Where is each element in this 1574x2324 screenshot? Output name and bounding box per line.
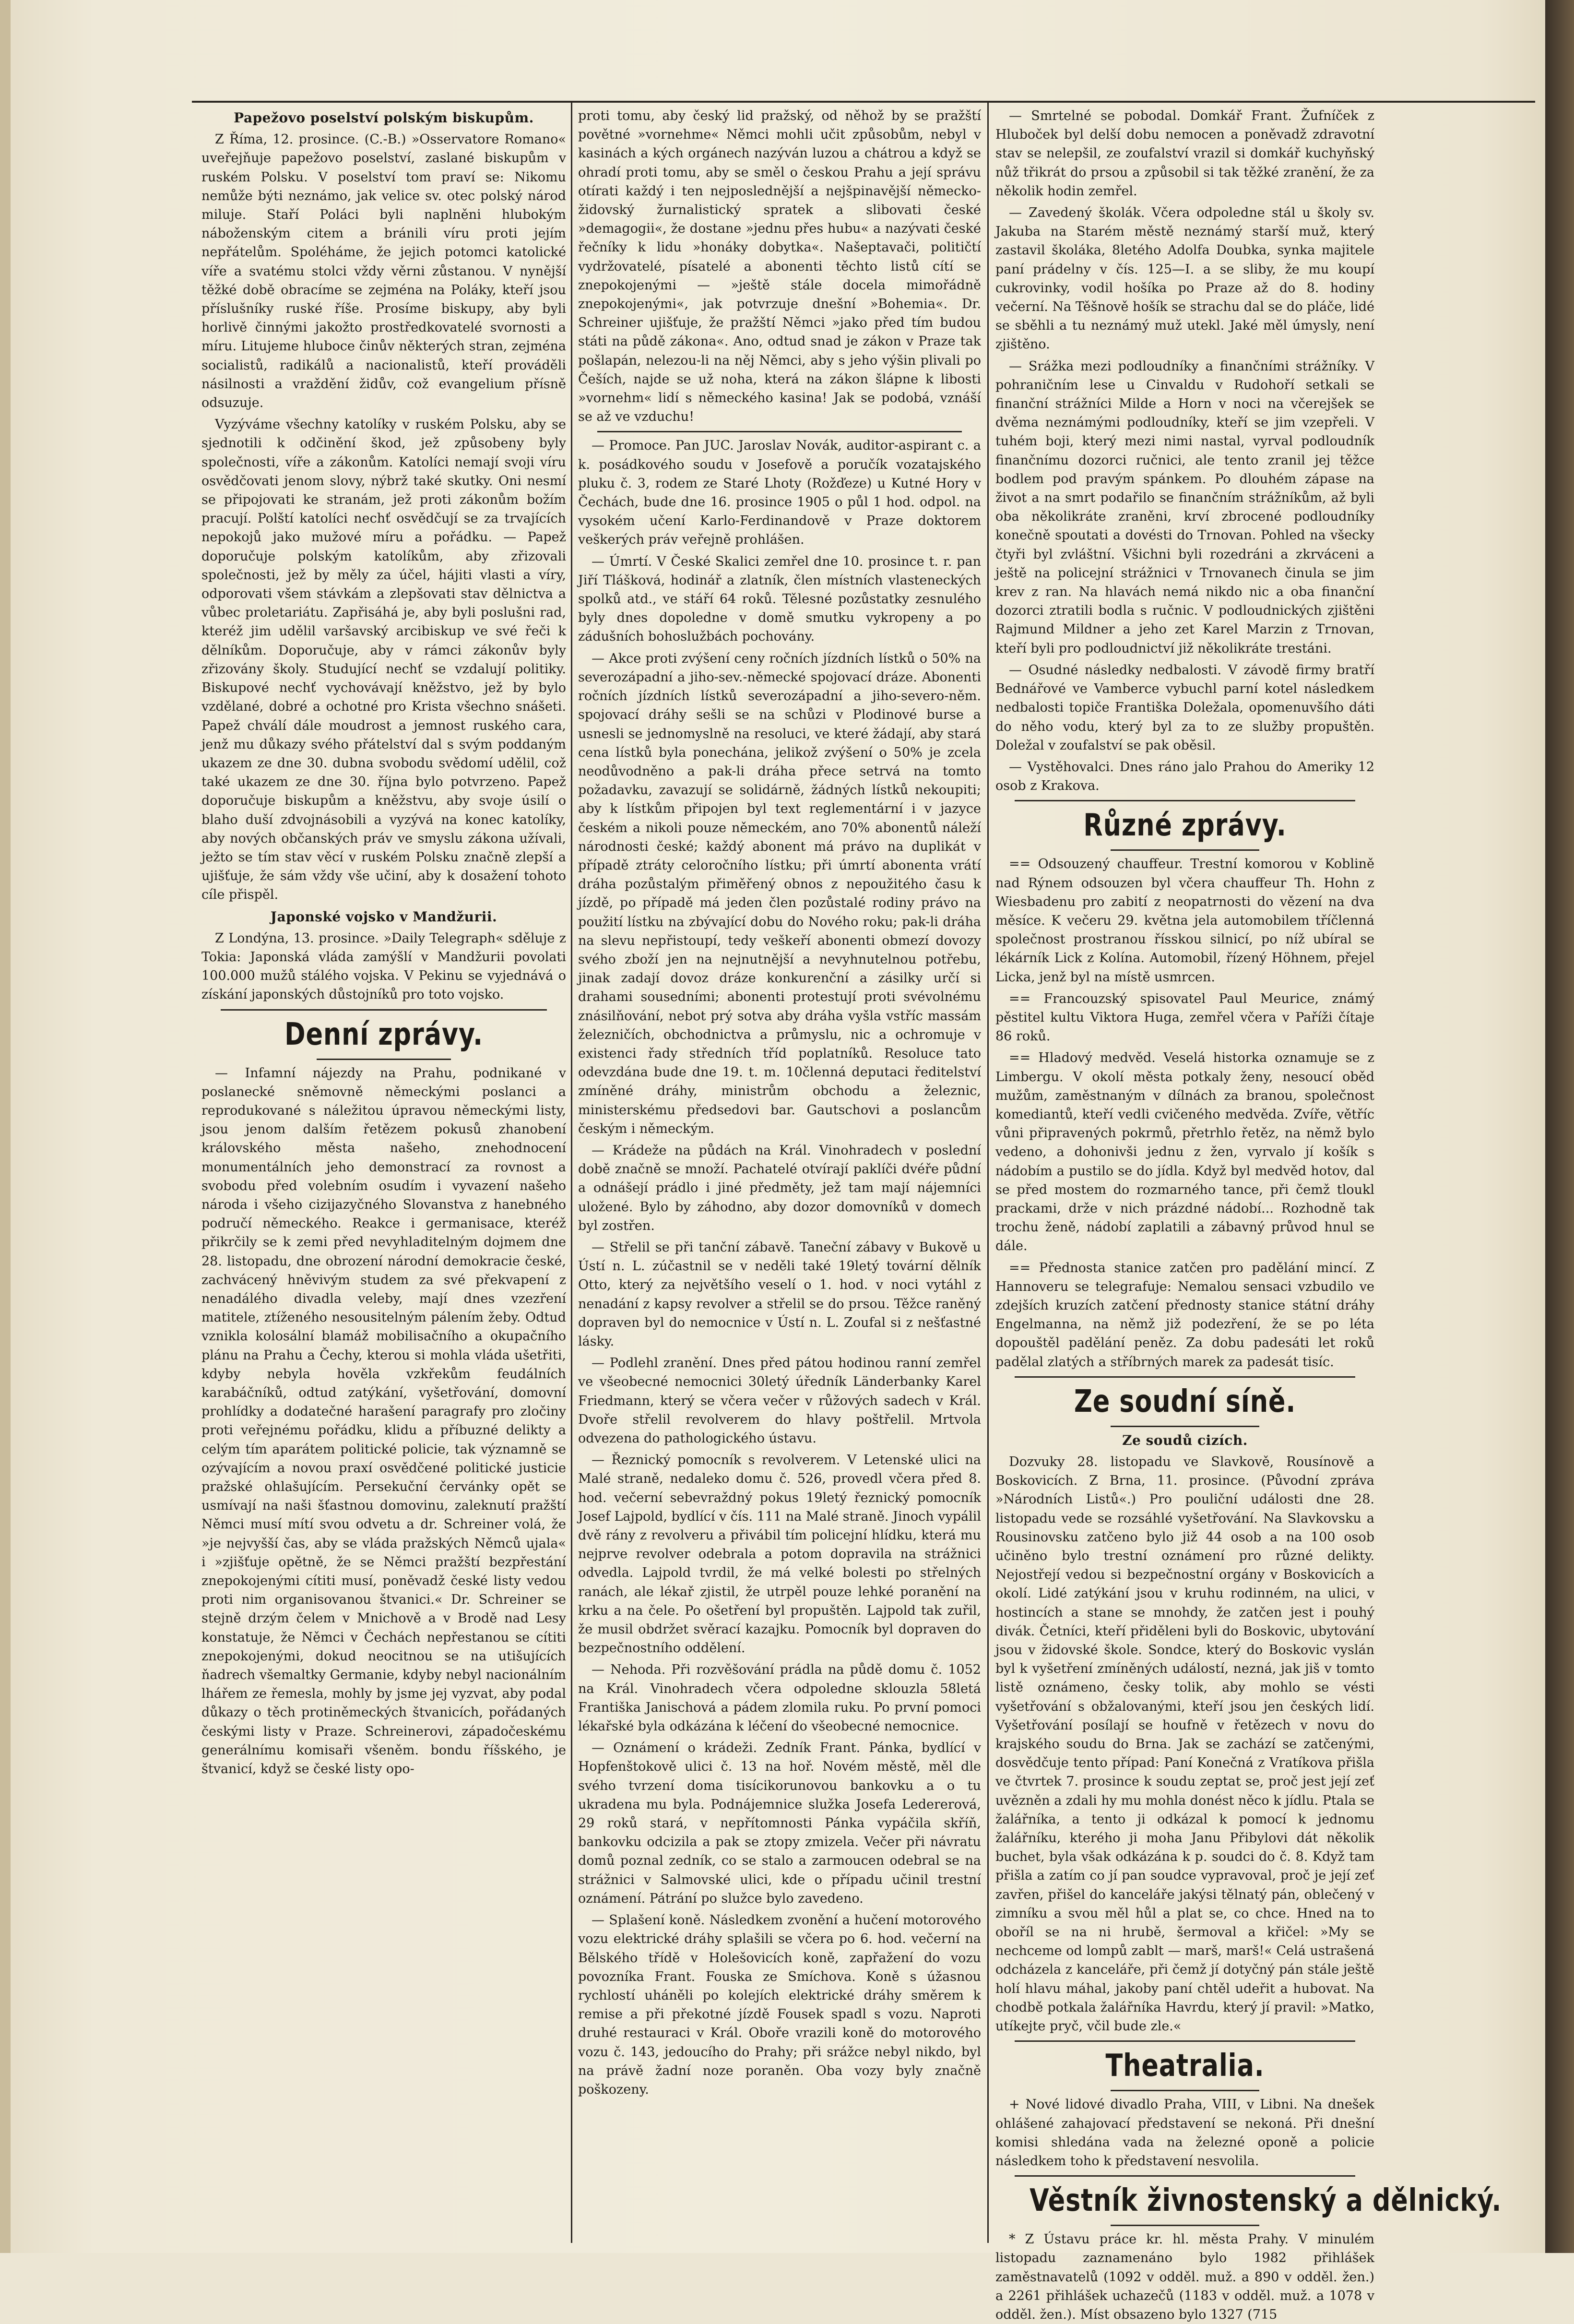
- section-denni-zpravy: Denní zprávy.: [284, 1016, 483, 1052]
- column-rule-1: [571, 103, 572, 2243]
- article-nehoda: — Nehoda. Při rozvěšování prádla na půdě domu č. 1052 na Král. Vinohradech včera odpoledne sklouzla 58letá Františka Janischová a pádem zlomila ruku. Po první pomoci lékařské byla odkázána k léčení do všeobecné nemocnice.: [578, 1662, 981, 1734]
- article-srazka-podloudniky: — Srážka mezi podloudníky a finančními strážníky. V pohraničním lese u Cinvaldu v Rudohoří setkali se finanční strážníci Milde a Horn v noci na včerejšek se dvěma neznámými podloudníky, kteří se jim vzepřeli. V tuhém boji, který mezi nimi nastal, vyrval podloudník finančnímu dozorci ručnici, ale tento zranil jej těžce bodlem pod pravým spánkem. Po dlouhém zápase na život a na smrt podařilo se finančním strážníkům, až byli oba několikráte zraněni, krví zbrocené podloudníky konečně spoutati a dovésti do Trnovan. Pohled na všecky čtyři byl zvláštní. Všichni byli rozedráni a zkrváceni a ještě na policejní strážnici v Trnovanech činula se jim krev z ran. Na hlavách nemá nikdo nic a oba finanční dozorci ztratili bodla s ručnic. V podloudnických zjištěni Rajmund Mildner a jeho zet Karel Marzin z Trnovan, kteří byli pro podloudnictví již několikráte trestáni.: [995, 358, 1374, 656]
- top-rule: [192, 101, 1535, 103]
- divider: [1015, 1376, 1355, 1378]
- article-dozvuky: Dozvuky 28. listopadu ve Slavkově, Rousínově a Boskovicích. Z Brna, 11. prosince. (Původní zpráva »Národních Listů«.) Pro pouliční události dne 28. listopadu vede se rozsáhlé vyšetřování. Na Slavkovsku a Rousinovsku zatčeno bylo již 44 osob a na 100 osob učiněno bylo trestní oznámení pro různé delikty. Nejostřejí vedou si bezpečnostní orgány v Boskovicích a okolí. Lidé zatýkání jsou v kruhu rodinném, na ulici, v hostincích a stane se mnohdy, že zatčen jest i pouhý divák. Četníci, kteří přiděleni byli do Boskovic, ubytování jsou v židovské škole. Sondce, který do Boskovic vyslán byl k vyšetření zmíněných událostí, nezná, jak jiš v tomto listě oznámeno, česky tolik, aby mohlo se vésti vyšetřování s obžalovanými, kteří jsou jen českých lidí. Vyšetřování posílají se houfně v řetězech v novu do krajského soudu do Brna. Jak se zachází se zatčenými, dosvědčuje tento případ: Paní Konečná z Vratíkova přišla ve čtvrtek 7. prosince k soudu zeptat se, proč jest její zeť uvězněn a zdali hy mu mohla donést něco k jídlu. Ptala se žalářníka, a tento ji odkázal k pomocí k jednomu žalářníku, kterého ji moha Janu Přibylovi dát několik buchet, byla však odkázána k p. soudci do č. 8. Když tam přišla a zatím co jí pan soudce vypravoval, proč je její zeť zavřen, přišel do kanceláře jakýsi tělnatý pán, oblečený v zimníku a svou měl hůl a plat se, co chce. Hned na to oboříl se na ni hrubě, šermoval a křičel: »My se nechceme od lompů zablt — marš, marš!« Celá ustrašená odcházela z kanceláře, při čemž jí dotyčný pán stále ještě holí hlavu máhal, jakoby paní chtěl udeřit a hubovat. Na chodbě potkala žalářníka Havrdu, který jí pravil: »Matko, utíkejte pryč, včil bude zle.«: [995, 1454, 1374, 2034]
- article-strelil-se: — Střelil se při tanční zábavě. Taneční zábavy v Bukově u Ústí n. L. zúčastnil se v neděli také 19letý tovární dělník Otto, který za největšího veselí o 1. hod. v noci vytáhl z nenadání z kapsy revolver a střelil se do prsou. Těžce raněný dopraven byl do nemocnice v Ústí n. L. Zoufal si z nešťastné lásky.: [578, 1239, 981, 1349]
- article-kradeze: — Krádeže na půdách na Král. Vinohradech v poslední době značně se množí. Pachatelé otvírají paklíči dvéře půdní a odnášejí prádlo i jiné předměty, jež tam mají nájemníci uložené. Bylo by záhodno, aby dozor domovníků v domech byl zostřen.: [578, 1143, 981, 1233]
- divider: [1111, 2225, 1259, 2226]
- section-vestnik: Věstník živnostenský a dělnický.: [1030, 2183, 1502, 2219]
- divider: [1111, 849, 1259, 851]
- divider: [1015, 800, 1355, 801]
- japan-headline: Japonské vojsko v Mandžurii.: [270, 908, 497, 925]
- column-rule-2: [987, 103, 989, 2243]
- papez-headline: Papežovo poselství polským biskupům.: [234, 110, 534, 126]
- article-hladovy-medved: == Hladový medvěd. Veselá historka oznamuje se z Limbergu. V okolí města potkaly ženy, nesoucí oběd mužům, zaměstnaným v dílnách za branou, společnost komediantů, kteří vedli cvičeného medvěda. Zvíře, větříc vůni připravených pokrmů, přetrhlo řetěz, na němž bylo vedeno, a dohonivši jednu z žen, vyrvalo jí košík s nádobím a pustilo se do jídla. Když byl medvěd hotov, dal se před mostem do rozmarného tance, při čemž tloukl prackami, drže v nich prázdné nádobí... Rozhodně tak trochu ženě, nádobí zaplatili a zábavný průvod hnul se dále.: [995, 1050, 1374, 1254]
- article-odsouzeny-chauffeur: == Odsouzený chauffeur. Trestní komorou v Koblině nad Rýnem odsouzen byl včera chauffeur Th. Hohn z Wiesbadenu pro zabití z neopatrnosti do vězení na dva měsíce. K večeru 29. května jela automobilem tříčlenná společnost prostranou řísskou silnicí, po níž ubíral se lékárník Lick z Kolína. Automobil, řízený Höhnem, přejel Licka, jenž byl na místě usmrcen.: [995, 857, 1374, 985]
- divider: [1015, 2175, 1355, 2177]
- article-oznameni-kradeze: — Oznámení o krádeži. Zedník Frant. Pánka, bydlící v Hopfenštokově ulici č. 13 na hoř. Novém městě, měl dle svého tvrzení doma tisícikorunovou bankovku a o tu ukradena mu byla. Podnájemnice služka Josefa Ledererová, 29 roků stará, v nepřítomnosti Pánka vypáčila skříň, bankovku odcizila a pak se ztopy zmizela. Večer při návratu domů poznal zedník, co se stalo a zarmoucen odebral se na strážnici v Salmovské ulici, kde o případu učinil trestní oznámení. Pátrání po služce bylo zavedeno.: [578, 1740, 981, 1906]
- divider: [221, 1009, 547, 1011]
- divider: [1111, 2090, 1259, 2091]
- article-zavedeny-skolak: — Zavedený školák. Včera odpoledne stál u školy sv. Jakuba na Starém městě neznámý starší muž, který zastavil školáka, 8letého Adolfa Doubka, synka majitele paní prádelny v čís. 125—I. a se sliby, že mu koupí cukrovinky, vodil hošíka po Praze až do 8. hodiny večerní. Na Těšnově hošík se strachu dal se do pláče, lidé se sběhli a tu neznámý muž utekl. Jaké měl úmysly, není zjištěno.: [995, 205, 1374, 352]
- divider: [1015, 2040, 1355, 2042]
- divider: [1111, 1426, 1259, 1427]
- article-infamni-najezdy: — Infamní nájezdy na Prahu, podnikané v poslanecké sněmovně německými poslanci a reprodukované s náležitou úpravou německými listy, jsou jenom dalším řetězem pokusů zhanobení královského města našeho, znehodnocení monumentálních jeho demonstrací za rovnost a svobodu před volebním osudím i vyvazení našeho národa i všeho cizijazyčného Slovanstva z hanebného područí německého. Reakce i germanisace, kteréž přikrčily se k zemi před nevyhladitelným dojmem dne 28. listopadu, dne obrození národní demokracie české, zachvácený hněvivým studem za své překvapení z nenadálého divadla veleby, mají dnes vzezření matitele, ztíženého nesousitelným pálením žeby. Odtud vznikla kolosální blamáž mobilisačního a okupačního plánu na Prahu a Čechy, kterou si mohla vláda ušetřiti, kdyby nebyla hověla vzkřekům feudálních karabáčníků, odtud zatýkání, vyšetřování, domovní prohlídky a dodatečné harašení paragrafy pro zločiny proti veřejnému pořádku, klidu a příbuzné delikty a celým tím aparátem politické policie, tak významně se ozývajícím a novou praxí osvědčené politické justicie pražské ohlašujícím. Persekuční červánky opět se usmívají na naši šťastnou domovinu, zaleknutí pražští Němci musí mítí svou odvetu a dr. Schreiner volá, že »je nejvyšší čas, aby se vláda pražských Němců ujala« i »zjišťuje opětně, že se Němci pražští bezpřestání znepokojenými cítiti musí, poněvadž české listy vedou proti nim organisovanou štvanici.« Dr. Schreiner se stejně drzým čelem v Mnichově a v Brodě nad Lesy konstatuje, že Němci v Čechách nepřestanou se cítiti znepokojenými, dokud neocitnou se na utišujících ňadrech všemaltky Germanie, kdyby nebyl nacionálním lhářem ze řemesla, mohly by jsme jej vyzvat, aby podal důkazy o těch protiněmeckých štvanicích, pořádaných českými listy v Praze. Schreinerovi, západočeskému generálnímu komisaři všeněm. bondu říšského, je štvanicí, když se české listy opo-: [201, 1065, 566, 1777]
- article-vystehovalci: — Vystěhovalci. Dnes ráno jalo Prahou do Ameriky 12 osob z Krakova.: [995, 759, 1374, 794]
- page-right-edge: [1545, 0, 1574, 2253]
- japan-paragraph: Z Londýna, 13. prosince. »Daily Telegraph« sděluje z Tokia: Japonská vláda zamýšlí v Mandžurii povolati 100.000 mužů stálého vojska. V Pekinu se vyjednává o získání japonských důstojníků pro toto vojsko.: [201, 930, 566, 1002]
- article-akce-listky: — Akce proti zvýšení ceny ročních jízdních lístků o 50% na severozápadní a jiho-sev.-německé spojovací dráze. Abonenti ročních jízdních lístků severozápadní a jiho-severo-něm. spojovací dráhy sešli se na schůzi v Plodinové burse a usnesli se jednomyslně na resoluci, ve které žádají, aby stará cena lístků byla ponechána, jelikož zvýšení o 50% je zcela neodůvodněno a pak-li dráha přece setrvá na tomto požadavku, zavazují se solidárně, žádných lístků nekoupiti; aby k lístkům připojen byl text reglementární i v jazyce českém a nikoli pouze německém, ano 70% abonentů náleží národnosti české; každý abonent má právo na duplikát v případě ztráty celoročního lístku; při úmrtí abonenta vrátí dráha pozůstalým přiměřený obnos z nepoužitého času k jízdě, po případě má jeden člen pozůstalé rodiny právo na použití lístku na zbývající dobu do Nového roku; pak-li dráha na slevu nepřistoupí, tedy veškeří abonenti obmezí dovozy svého zboží jen na nejnutnější a nevyhnutelnou potřebu, jinak zadají dovoz dráze konkurenční a zásilky určí si drahami sousedními; abonenti protestují proti svévolnému znásilňování, nebot prý sotva aby dráha vyšla vstříc massám železničích, obchodnictva a průmyslu, nic a ochromuje v existenci řady středních tříd poplatníků. Resoluce tato odevzdána bude dne 19. t. m. 10členná deputaci ředitelství zmíněné dráhy, ministrům obchodu a železnic, ministerskému předsedovi bar. Gautschovi a poslancům českým i německým.: [578, 651, 981, 1136]
- article-splaseni-kone: — Splašení koně. Následkem zvonění a hučení motorového vozu elektrické dráhy splašili se včera po 6. hod. večerní na Bělského třídě v Holešovicích koně, zapřažení do vozu povozníka Frant. Fouska ze Smíchova. Koně s úžasnou rychlostí uháněli po kolejích elektrické dráhy směrem k remise a při překotné jízdě Fousek spadl s vozu. Naproti druhé restauraci v Král. Oboře vrazili koně do motorového vozu č. 143, jedoucího do Prahy; při srážce nebyl nikdo, byl na právě žadní noze poraněn. Oba vozy byly značně poškozeny.: [578, 1913, 981, 2097]
- article-prednosta-stanice: == Přednosta stanice zatčen pro padělání mincí. Z Hannoveru se telegrafuje: Nemalou sensaci vzbudilo ve zdejších kruzích zatčení přednosty stanice státní dráhy Engelmanna, na němž již podezření, že se po léta dopouštěl padělání peněz. Za dobu padesáti let roků padělal zlatých a stříbrných marek za padesát tisíc.: [995, 1260, 1374, 1370]
- papez-paragraph-1: Z Říma, 12. prosince. (C.-B.) »Osservatore Romano« uveřejňuje papežovo poselství, zaslané biskupům v ruském Polsku. V poselství tom praví se: Nikomu nemůže býti neznámo, jak velice sv. otec polský národ miluje. Staří Poláci byli naplněni hlubokým náboženským citem a bránili víru proti jejím nepřátelům. Spoléháme, že jejich potomci katolické víře a svatému stolci vždy věrni zůstanou. V nynější těžké době obracíme se zejména na Poláky, kteří jsou příslušníky ruské říše. Prosíme biskupy, aby byli horlivě činnými jakožto prostředkovatelé svornosti a míru. Litujeme hluboce činův některých stran, zejména socialistů, radikálů a nacionalistů, kteří prováděli násilnosti a vraždění židův, což evangelium přísně odsuzuje.: [201, 132, 566, 411]
- article-promoce: — Promoce. Pan JUC. Jaroslav Novák, auditor-aspirant c. a k. posádkového soudu v Josefově a poručík vozatajského pluku č. 3, rodem ze Staré Lhoty (Rožďeze) u Kutné Hory v Čechách, bude dne 16. prosince 1905 o půl 1 hod. odpol. na vysokém učení Karlo-Ferdinandově v Praze doktorem veškerých práv veřejně prohlášen.: [578, 438, 981, 548]
- article-podlehl-zraneni: — Podlehl zranění. Dnes před pátou hodinou ranní zemřel ve všeobecné nemocnici 30letý úředník Länderbanky Karel Friedmann, který se včera večer v růžových sadech v Král. Dvoře střelil revolverem do hlavy poštřelil. Mrtvola odvezena do pathologického ústavu.: [578, 1356, 981, 1446]
- section-ruzne-zpravy: Různé zprávy.: [1083, 808, 1287, 844]
- column-2: [578, 107, 981, 2237]
- section-ze-soudni-sine: Ze soudní síně.: [1074, 1383, 1296, 1419]
- article-continuation: proti tomu, aby český lid pražský, od něhož by se pražští povětné »vornehme« Němci mohli učit způsobům, nebyl v kasinách a kých orgánech nazýván luzou a chátrou a když se ohradí proti tomu, aby se směl o českou Prahu a její správu otírati každý i ten nejposlednější a nejšpinavější německo-židovský žurnalistický spratek a slibovati české »demagogii«, že dostane »jednu přes hubu« a nazývati české řečníky k lidu »honáky dobytka«. Našeptavači, političtí vydržovatelé, písatelé a abonenti těchto listů cítí se znepokojenými — »ještě stále docela mimořádně znepokojenými«, jak potvrzuje dnešní »Bohemia«. Dr. Schreiner ujišťuje, že pražští Němci »jako před tím budou státi na půdě zákona«. Ano, odtud snad je zákon v Praze tak pošlapán, nelezou-li na něj Němci, aby s jeho výšin plivali po Češích, najde se už noha, která na zákon šlápne k libosti »vornehm« lidí s německého kasina! Jak se podobá, vznáší se až ve vzduchu!: [578, 108, 981, 425]
- article-smrtelne-pobodal: — Smrtelné se pobodal. Domkář Frant. Žufníček z Hluboček byl delší dobu nemocen a poněvadž zdravotní stav se nelepšil, ze zoufalství vrazil si domkář kuchyňský nůž třikrát do prsou a způsobil si tak těžké zranění, že za několik hodin zemřel.: [995, 108, 1374, 199]
- column-3: [995, 107, 1502, 2322]
- article-nove-lidove-divadlo: + Nové lidové divadlo Praha, VIII, v Libni. Na dnešek ohlášené zahajovací představení se nekoná. Při dnešní komisi shledána vada na železné oponě a policie následkem toho k představení nesvolila.: [995, 2097, 1374, 2169]
- divider: [597, 431, 962, 432]
- article-osudne-nasledky: — Osudné následky nedbalosti. V závodě firmy bratří Bednářové ve Vamberce vybuchl parní kotel následkem nedbalosti topiče Františka Doležala, opomenuvšího dáti do něho vodu, který byl za to ze služby propuštěn. Doležal v zoufalství se pak oběsil.: [995, 662, 1374, 753]
- page-left-edge: [0, 0, 11, 2253]
- article-reznicky-pomocnik: — Řeznický pomocník s revolverem. V Letenské ulici na Malé straně, nedaleko domu č. 526, provedl včera před 8. hod. večerní sebevraždný pokus 19letý řeznický pomocník Josef Lajpold, bydlící v čís. 111 na Malé straně. Jinoch vypálil dvě rány z revolveru a přivábil tím policejní hlídku, která mu nejprve revolver odebrala a potom dopravila na strážnici odvedla. Lajpold tvrdil, že má velké bolesti po střelných ranách, ale lékař zjistil, že utrpěl pouze lehké poranění na krku a na čele. Po ošetření byl propuštěn. Lajpold tak zuřil, že musil obdržet svěrací kazajku. Pomocník byl dopraven do bezpečnostního oddělení.: [578, 1453, 981, 1656]
- column-1: [201, 107, 566, 2237]
- divider: [317, 1059, 451, 1060]
- papez-paragraph-2: Vyzýváme všechny katolíky v ruském Polsku, aby se sjednotili k odčinění škod, jež způsobeny byly společnosti, víře a zákonům. Katolíci nemají svoji víru osvědčovati jenom slovy, nýbrž také skutky. Oni nesmí se připojovati ke stranám, jež proti zákonům božím pracují. Polští katolíci nechť osvědčují se za trvajících nepokojů jako mužové míru a pořádku. — Papež doporučuje polským katolíkům, aby zřizovali společnosti, jež by měly za účel, hájiti vlasti a víry, odporovati všem stávkám a zlepšovati stav dělnictva a vůbec proletariátu. Zapřisáhá je, aby byli poslušni rad, kteréž jim udělil varšavský arcibiskup ve své řeči k dělníkům. Doporučuje, aby v rámci zákonův byly zřizovány školy. Studující nechť se vzdalují politiky. Biskupové nechť vychovávají kněžstvo, jež by bylo vzdělané, dobré a ochotné pro Krista všechno snášeti. Papež chválí dále moudrost a jemnost ruského cara, jenž mu důkazy svého přátelství dal s svým poddaným ukazem ze dne 30. dubna svobodu svědomí udělil, což také ukazem ze dne 30. října bylo potvrzeno. Papež doporučuje biskupům a kněžstvu, aby svoje úsilí o blaho duší zdvojnásobili a vyzývá na konec katolíky, aby nových občanských práv ve smyslu zákona užívali, ježto se tím stav věcí v ruském Polsku značně zlepší a ujišťuje, že sám vždy vše učiní, aby k dosažení tohoto cíle přispěl.: [201, 417, 566, 903]
- section-theatralia: Theatralia.: [1105, 2048, 1265, 2084]
- article-francouzsky-spisovatel: == Francouzský spisovatel Paul Meurice, známý pěstitel kultu Viktora Huga, zemřel včera v Paříži čítaje 86 roků.: [995, 991, 1374, 1044]
- article-umrti: — Úmrtí. V České Skalici zemřel dne 10. prosince t. r. pan Jiří Tlášková, hodinář a zlatník, člen místních vlasteneckých spolků atd., ve stáří 64 roků. Tělesné pozůstatky zesnulého byly dnes dopoledne v domě smutku vykropeny a po zádušních bohoslužbách pochovány.: [578, 554, 981, 644]
- article-ustav-prace: * Z Ústavu práce kr. hl. města Prahy. V minulém listopadu zaznamenáno bylo 1982 přihlášek zaměstnavatelů (1092 v odděl. muž. a 890 v odděl. žen.) a 2261 přihlášek uchazečů (1183 v odděl. muž. a 1078 v odděl. žen.). Míst obsazeno bylo 1327 (715: [995, 2232, 1374, 2322]
- soudu-cizich-headline: Ze soudů cizích.: [1122, 1432, 1248, 1448]
